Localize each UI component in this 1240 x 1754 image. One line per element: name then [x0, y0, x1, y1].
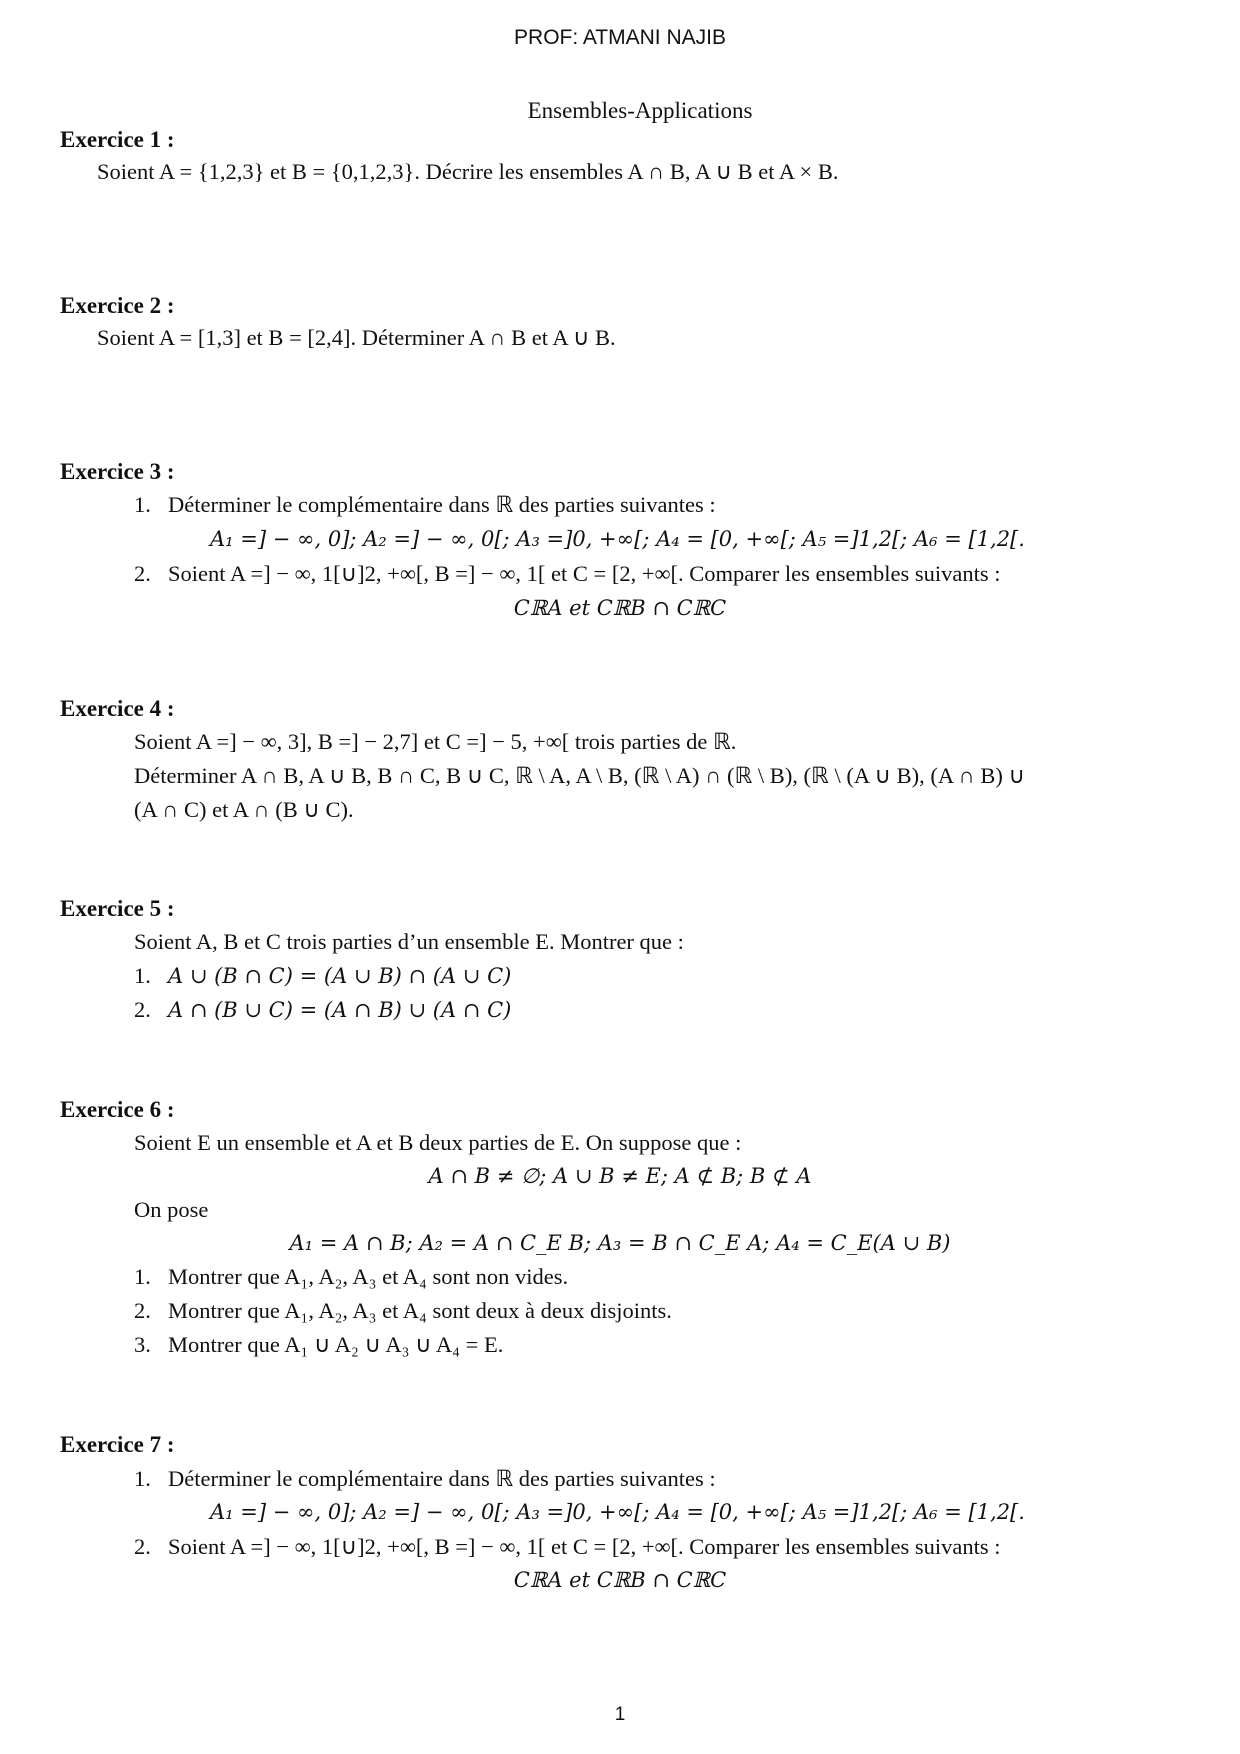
list-number: 2. — [134, 1534, 151, 1559]
document-title: Ensembles-Applications — [527, 98, 753, 123]
list-number: 2. — [134, 561, 151, 586]
list-text: Montrer que A₁, A₂, A₃ et A₄ sont non vides. — [168, 1264, 569, 1289]
exercise-2-text: Soient A = [1,3] et B = [2,4]. Déterminer A ∩ B et A ∪ B. — [97, 325, 616, 350]
exercise-3-item-1 — [134, 492, 716, 518]
exercise-6-item-2 — [134, 1298, 672, 1324]
list-text: Soient A =] − ∞, 1[∪]2, +∞[, B =] − ∞, 1[ et C = [2, +∞[. Comparer les ensembles suivants : — [168, 561, 1001, 586]
page-number: 1 — [614, 1704, 626, 1725]
list-text: Soient A =] − ∞, 1[∪]2, +∞[, B =] − ∞, 1[ et C = [2, +∞[. Comparer les ensembles suivants : — [168, 1534, 1001, 1559]
exercise-4-title: Exercice 4 : — [60, 696, 175, 721]
exercise-5-item-1 — [134, 963, 511, 989]
list-number: 1. — [134, 963, 151, 988]
list-text: A ∩ (B ∪ C) = (A ∩ B) ∪ (A ∩ C) — [168, 998, 512, 1022]
exercise-4-line-2: Déterminer A ∩ B, A ∪ B, B ∩ C, B ∪ C, ℝ \ A, A \ B, (ℝ \ A) ∩ (ℝ \ B), (ℝ \ (A ∪ B), (A ∩ B) ∪ — [134, 763, 1025, 788]
list-number: 1. — [134, 1466, 151, 1491]
list-text: Montrer que A₁, A₂, A₃ et A₄ sont deux à deux disjoints. — [168, 1298, 672, 1323]
exercise-6-definitions: A₁ = A ∩ B; A₂ = A ∩ C_E B; A₃ = B ∩ C_E A; A₄ = C_E(A ∪ B) — [289, 1231, 951, 1255]
list-text: Déterminer le complémentaire dans ℝ des parties suivantes : — [168, 492, 716, 517]
exercise-7-comparison: CℝA et CℝB ∩ CℝC — [513, 1568, 727, 1592]
list-text: Montrer que A₁ ∪ A₂ ∪ A₃ ∪ A₄ = E. — [168, 1332, 504, 1357]
exercise-5-line-1: Soient A, B et C trois parties d’un ensemble E. Montrer que : — [134, 929, 684, 954]
exercise-7-sets-line: A₁ =] − ∞, 0]; A₂ =] − ∞, 0[; A₃ =]0, +∞[; A₄ = [0, +∞[; A₅ =]1,2[; A₆ = [1,2[. — [210, 1500, 1025, 1524]
list-text: A ∪ (B ∩ C) = (A ∪ B) ∩ (A ∪ C) — [168, 964, 512, 988]
exercise-6-item-1 — [134, 1264, 568, 1290]
exercise-1-title: Exercice 1 : — [60, 127, 175, 152]
exercise-6-line-3: On pose — [134, 1197, 209, 1222]
list-number: 2. — [134, 1298, 151, 1323]
exercise-2-title: Exercice 2 : — [60, 293, 175, 318]
list-text: Déterminer le complémentaire dans ℝ des parties suivantes : — [168, 1466, 716, 1491]
exercise-1-text: Soient A = {1,2,3} et B = {0,1,2,3}. Décrire les ensembles A ∩ B, A ∪ B et A × B. — [97, 159, 839, 184]
exercise-4-line-1: Soient A =] − ∞, 3], B =] − 2,7] et C =] − 5, +∞[ trois parties de ℝ. — [134, 729, 737, 754]
exercise-6-line-1: Soient E un ensemble et A et B deux parties de E. On suppose que : — [134, 1130, 742, 1155]
exercise-3-sets-line: A₁ =] − ∞, 0]; A₂ =] − ∞, 0[; A₃ =]0, +∞[; A₄ = [0, +∞[; A₅ =]1,2[; A₆ = [1,2[. — [210, 527, 1025, 551]
list-number: 1. — [134, 492, 151, 517]
exercise-4-line-3: (A ∩ C) et A ∩ (B ∪ C). — [134, 797, 354, 822]
exercise-5-title: Exercice 5 : — [60, 896, 175, 921]
exercise-6-title: Exercice 6 : — [60, 1097, 175, 1122]
list-number: 1. — [134, 1264, 151, 1289]
exercise-3-title: Exercice 3 : — [60, 459, 175, 484]
exercise-6-hypothesis: A ∩ B ≠ ∅; A ∪ B ≠ E; A ⊄ B; B ⊄ A — [428, 1164, 812, 1188]
exercise-7-item-2 — [134, 1534, 1000, 1560]
exercise-5-item-2 — [134, 997, 511, 1023]
exercise-6-item-3 — [134, 1332, 503, 1358]
list-number: 2. — [134, 997, 151, 1022]
exercise-7-item-1 — [134, 1466, 716, 1492]
list-number: 3. — [134, 1332, 151, 1357]
exercise-7-title: Exercice 7 : — [60, 1432, 175, 1457]
page-header: PROF: ATMANI NAJIB — [514, 26, 726, 49]
exercise-3-item-2 — [134, 561, 1000, 587]
exercise-3-comparison: CℝA et CℝB ∩ CℝC — [513, 596, 727, 620]
